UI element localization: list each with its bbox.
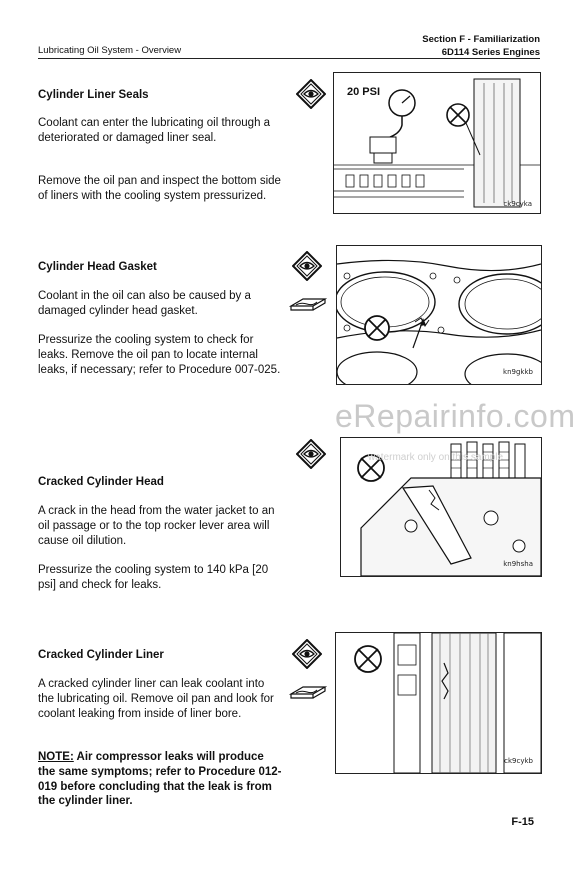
note xyxy=(38,750,283,809)
section-name: Section F - Familiarization xyxy=(422,34,540,45)
watermark-note: watermark only on this sample xyxy=(368,452,504,463)
inspect-eye-icon xyxy=(296,439,326,474)
inspect-eye-icon xyxy=(296,79,326,114)
paragraph: Coolant in the oil can also be caused by a damaged cylinder head gasket. xyxy=(38,290,251,317)
inspect-eye-icon xyxy=(292,251,322,286)
no-leak-icon xyxy=(355,646,381,672)
inspect-eye-icon xyxy=(292,639,322,674)
running-header-right xyxy=(422,33,540,59)
paragraph: Pressurize the cooling system to 140 kPa [20 psi] and check for leaks. xyxy=(38,564,269,591)
figure-caption: ck9cykb xyxy=(504,757,533,765)
section-title-cracked-head: Cracked Cylinder Head xyxy=(38,476,164,488)
running-header-left: Lubricating Oil System - Overview xyxy=(38,45,182,56)
figure-caption: kn9hsha xyxy=(503,560,533,568)
cracked-liner-illustration xyxy=(336,633,541,773)
page-number: F-15 xyxy=(511,816,534,828)
figure-cracked-liner xyxy=(335,632,542,774)
no-leak-icon xyxy=(365,316,389,340)
figure-caption: ck9cyka xyxy=(503,200,532,208)
no-leak-icon xyxy=(447,104,469,126)
paragraph: Coolant can enter the lubricating oil through a deteriorated or damaged liner seal. xyxy=(38,117,271,144)
paragraph: A cracked cylinder liner can leak coolant into the lubricating oil. Remove oil pan and look for coolant leaking from inside of liner bore. xyxy=(38,678,274,720)
header-rule xyxy=(38,58,540,59)
paragraph: A crack in the head from the water jacket to an oil passage or to the top rocker lever area will cause oil dilution. xyxy=(38,505,275,547)
section-title-cracked-liner: Cracked Cylinder Liner xyxy=(38,649,164,661)
note-label: NOTE: xyxy=(38,751,74,763)
watermark: eRepairinfo.com xyxy=(335,398,576,434)
section-title-head-gasket: Cylinder Head Gasket xyxy=(38,261,157,273)
gasket-icon xyxy=(289,684,327,709)
paragraph: Pressurize the cooling system to check for leaks. Remove the oil pan to locate internal leaks, if necessary; refer to Procedure 007-025. xyxy=(38,334,281,376)
figure-caption: kn9gkkb xyxy=(503,368,533,376)
gasket-icon xyxy=(289,296,327,321)
figure-head-gasket xyxy=(336,245,542,385)
paragraph: Remove the oil pan and inspect the bottom side of liners with the cooling system pressurized. xyxy=(38,175,281,202)
engine-series: 6D114 Series Engines xyxy=(441,47,540,58)
figure-liner-seal-test xyxy=(333,72,541,214)
pressure-label: 20 PSI xyxy=(347,86,381,98)
note-text: Air compressor leaks will produce the same symptoms; refer to Procedure 012-019 before concluding that the leak is from the cylinder liner. xyxy=(38,751,282,808)
head-gasket-illustration xyxy=(337,246,541,384)
section-title-liner-seals: Cylinder Liner Seals xyxy=(38,89,149,101)
